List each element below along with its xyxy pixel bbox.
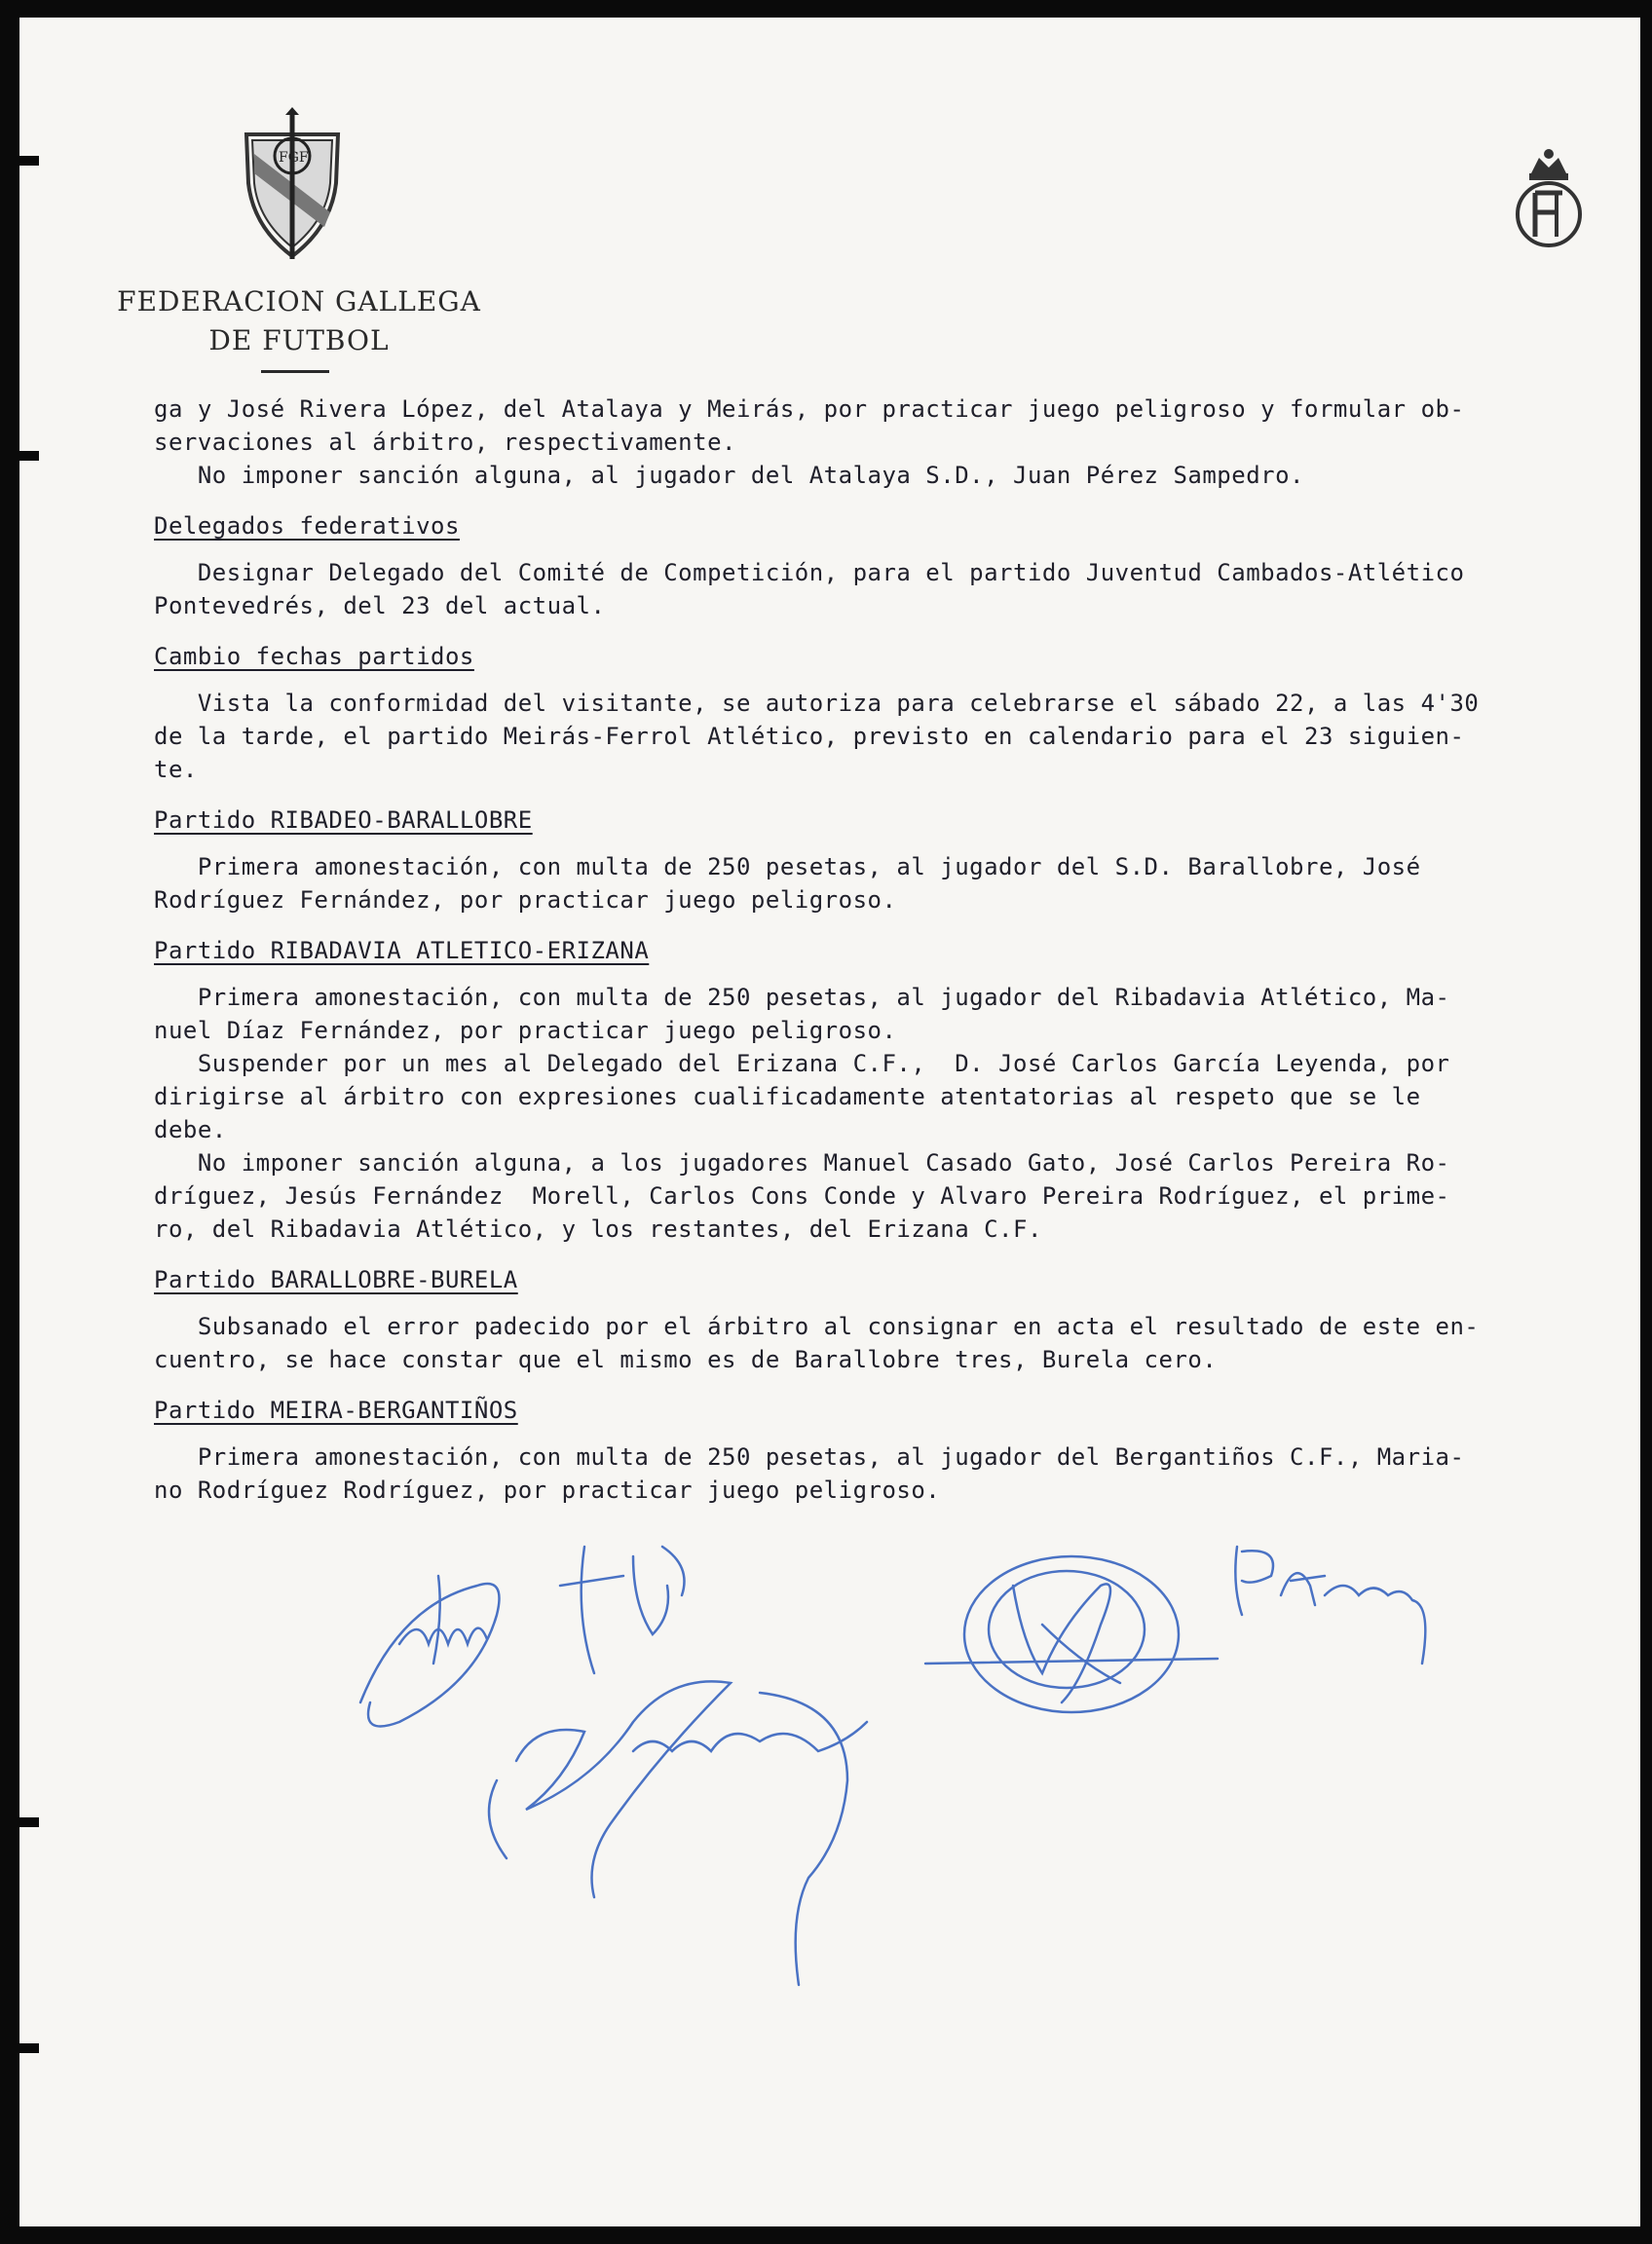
federation-line-1: FEDERACION GALLEGA	[117, 285, 481, 318]
document-page	[19, 18, 1640, 2226]
body-line: debe.	[154, 1116, 227, 1143]
punch-hole	[0, 2043, 39, 2053]
body-line: no Rodríguez Rodríguez, por practicar juego peligroso.	[154, 1477, 941, 1504]
svg-text:FGF: FGF	[279, 150, 309, 166]
section-spacer	[154, 622, 1634, 628]
body-line: dríguez, Jesús Fernández Morell, Carlos Cons Conde y Alvaro Pereira Rodríguez, el prime-	[154, 1182, 1450, 1210]
handwritten-signatures	[341, 1527, 1539, 2004]
body-line: te.	[154, 756, 198, 783]
section-spacer	[154, 1376, 1634, 1382]
section-spacer	[154, 916, 1634, 922]
body-line: dirigirse al árbitro con expresiones cualificadamente atentatorias al respeto que se le	[154, 1083, 1421, 1110]
rfef-crown-emblem	[1510, 144, 1588, 261]
punch-hole	[0, 1817, 39, 1827]
body-line: Rodríguez Fernández, por practicar juego peligroso.	[154, 886, 897, 914]
body-line: Primera amonestación, con multa de 250 pesetas, al jugador del S.D. Barallobre, José	[154, 853, 1421, 880]
signature-1	[360, 1576, 500, 1727]
body-line: cuentro, se hace constar que el mismo es de Barallobre tres, Burela cero.	[154, 1346, 1218, 1373]
section-heading: Cambio fechas partidos	[154, 643, 474, 670]
section-spacer	[154, 492, 1634, 498]
punch-hole	[0, 156, 39, 166]
body-line: Vista la conformidad del visitante, se autoriza para celebrarse el sábado 22, a las 4'30	[154, 690, 1480, 717]
body-line: Pontevedrés, del 23 del actual.	[154, 592, 606, 619]
body-line: Subsanado el error padecido por el árbitro al consignar en acta el resultado de este en-	[154, 1313, 1480, 1340]
section-heading: Partido MEIRA-BERGANTIÑOS	[154, 1397, 518, 1424]
section-heading: Partido BARALLOBRE-BURELA	[154, 1266, 518, 1293]
signature-3	[489, 1681, 867, 1985]
body-line: No imponer sanción alguna, al jugador del Atalaya S.D., Juan Pérez Sampedro.	[154, 462, 1304, 489]
punch-hole	[0, 451, 39, 461]
body-line: Primera amonestación, con multa de 250 pesetas, al jugador del Ribadavia Atlético, Ma-	[154, 984, 1450, 1011]
federation-name	[90, 282, 508, 360]
fgf-shield-emblem	[239, 105, 346, 261]
body-line: nuel Díaz Fernández, por practicar juego peligroso.	[154, 1017, 897, 1044]
body-line: Primera amonestación, con multa de 250 pesetas, al jugador del Bergantiños C.F., Maria-	[154, 1443, 1465, 1471]
section-heading: Delegados federativos	[154, 512, 460, 540]
section-spacer	[154, 1246, 1634, 1252]
signature-5	[1235, 1547, 1425, 1664]
body-line: Designar Delegado del Comité de Competición, para el partido Juventud Cambados-Atlético	[154, 559, 1465, 586]
federation-line-2: DE FUTBOL	[208, 324, 390, 356]
signature-4	[925, 1556, 1218, 1712]
body-line: de la tarde, el partido Meirás-Ferrol Atlético, previsto en calendario para el 23 siguien-	[154, 723, 1465, 750]
body-line: ro, del Ribadavia Atlético, y los restantes, del Erizana C.F.	[154, 1216, 1042, 1243]
body-line: ga y José Rivera López, del Atalaya y Meirás, por practicar juego peligroso y formular ob-	[154, 395, 1465, 423]
signature-2	[560, 1547, 685, 1673]
body-line: servaciones al árbitro, respectivamente.	[154, 429, 736, 456]
section-heading: Partido RIBADEO-BARALLOBRE	[154, 806, 533, 834]
section-heading: Partido RIBADAVIA ATLETICO-ERIZANA	[154, 937, 650, 964]
header-divider	[261, 370, 329, 373]
body-line: Suspender por un mes al Delegado del Erizana C.F., D. José Carlos García Leyenda, por	[154, 1050, 1450, 1077]
section-spacer	[154, 1507, 1634, 1513]
document-body	[154, 393, 1634, 1513]
body-line: No imponer sanción alguna, a los jugadores Manuel Casado Gato, José Carlos Pereira Ro-	[154, 1149, 1450, 1177]
section-spacer	[154, 786, 1634, 792]
